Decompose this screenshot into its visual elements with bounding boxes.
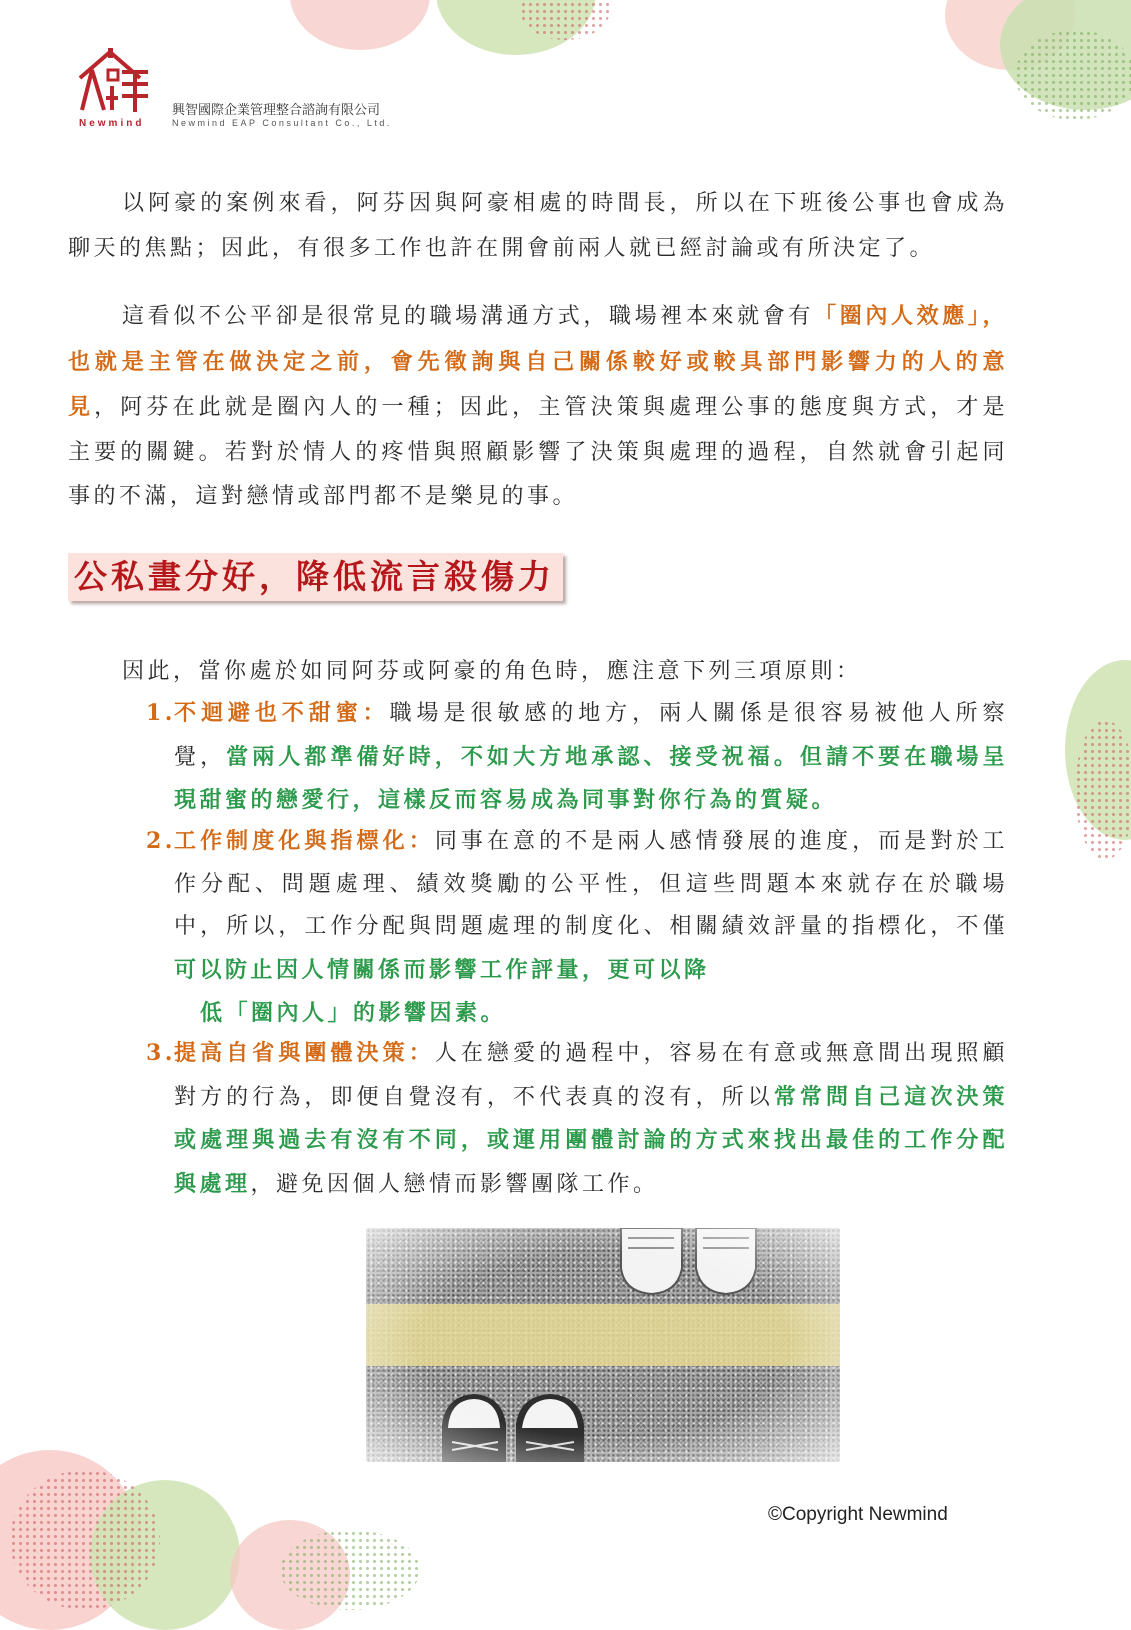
copyright-text: ©Copyright Newmind bbox=[768, 1504, 948, 1525]
paragraph-1 bbox=[68, 182, 1008, 271]
principle-text: 人在戀愛的過程中，容易在有意或無意間出現照顧對方的行為，即便自覺沒有，不代表真的沒有，所以 bbox=[174, 1041, 1008, 1110]
principle-title: 工作制度化與指標化： bbox=[174, 828, 435, 854]
principle-item-3 bbox=[146, 1032, 1008, 1206]
photo-vignette bbox=[366, 1228, 840, 1462]
logo-text: Newmind bbox=[79, 118, 145, 129]
decor-dots-bottom bbox=[280, 1530, 420, 1610]
principle-highlight: 可以防止因人情關係而影響工作評量，更可以降 bbox=[174, 956, 710, 983]
principle-item-1 bbox=[146, 692, 1008, 823]
decor-dots-topright bbox=[1015, 30, 1131, 120]
decor-dots-bottomleft bbox=[10, 1470, 160, 1610]
principle-item-2 bbox=[146, 820, 1008, 1036]
principle-number: 1. bbox=[146, 700, 176, 726]
principle-title: 提高自省與團體決策： bbox=[174, 1040, 435, 1066]
principle-text: 同事在意的不是兩人感情發展的進度，而是對於工作分配、問題處理、績效獎勵的公平性，但這些問題本來就存在於職場中，所以，工作分配與問題處理的制度化、相關績效評量的指標化，不僅 bbox=[174, 829, 1008, 939]
section-intro: 因此，當你處於如同阿芬或阿豪的角色時，應注意下列三項原則： bbox=[122, 659, 862, 684]
principle-highlight-cont: 低「圈內人」的影響因素。 bbox=[200, 1000, 507, 1026]
decor-blob-pink-top bbox=[290, 0, 430, 50]
principle-highlight: 當兩人都準備好時，不如大方地承認、接受祝福。但請不要在職場呈現甜蜜的戀愛行，這樣反而容易成為同事對你行為的質疑。 bbox=[174, 743, 1008, 813]
company-name-en: Newmind EAP Consultant Co., Ltd. bbox=[172, 118, 392, 128]
principle-text: 職場是很敏感的地方，兩人關係是很容易被他人所察覺， bbox=[174, 701, 1008, 770]
company-logo bbox=[76, 48, 152, 118]
decor-dots-right bbox=[1075, 720, 1131, 860]
section-heading: 公私畫分好，降低流言殺傷力 bbox=[68, 553, 563, 601]
principle-highlight: 常常問自己這次決策或處理與過去有沒有不同，或運用團體討論的方式來找出最佳的工作分配與處理 bbox=[174, 1083, 1008, 1197]
paragraph-2-text-c: ，阿芬在此就是圈內人的一種；因此，主管決策與處理公事的態度與方式，才是主要的關鍵。若對於情人的疼惜與照顧影響了決策與處理的過程，自然就會引起同事的不滿，這對戀情或部門都不是樂見的事。 bbox=[68, 395, 1008, 509]
principle-number: 2. bbox=[146, 828, 176, 854]
principle-text-end: ，避免因個人戀情而影響團隊工作。 bbox=[250, 1171, 659, 1197]
sneakers-photo bbox=[366, 1228, 840, 1462]
paragraph-2-highlight: 「圈內人效應」，也就是主管在做決定之前，會先徵詢與自己關係較好或較具部門影響力的人的意見 bbox=[68, 303, 1008, 420]
paragraph-2 bbox=[68, 294, 1008, 520]
principle-number: 3. bbox=[146, 1040, 176, 1066]
paragraph-1-text: 以阿豪的案例來看，阿芬因與阿豪相處的時間長，所以在下班後公事也會成為聊天的焦點；因此，有很多工作也許在開會前兩人就已經討論或有所決定了。 bbox=[68, 191, 1008, 261]
paragraph-2-text-a: 這看似不公平卻是很常見的職場溝通方式，職場裡本來就會有 bbox=[122, 304, 815, 329]
principle-title: 不迴避也不甜蜜： bbox=[174, 700, 390, 726]
company-name-zh: 興智國際企業管理整合諮詢有限公司 bbox=[172, 102, 381, 117]
